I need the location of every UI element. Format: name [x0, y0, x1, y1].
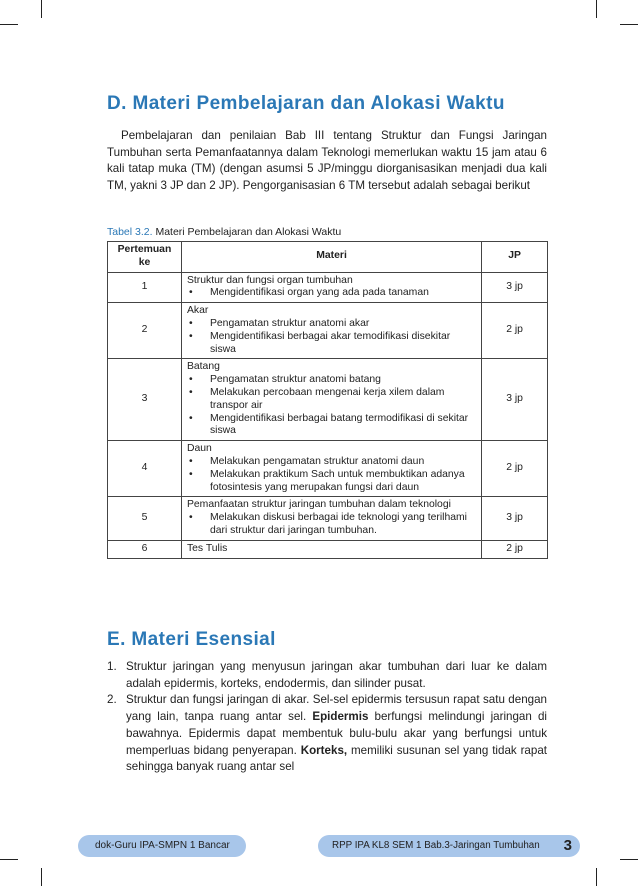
crop-mark: [620, 859, 638, 860]
pertemuan-cell: 4: [108, 441, 182, 497]
jp-cell: 3 jp: [482, 359, 548, 441]
table-row: [108, 272, 548, 303]
bullet-icon: •: [188, 455, 193, 467]
materi-title: Batang: [186, 361, 220, 373]
footer-document-title: RPP IPA KL8 SEM 1 Bab.3-Jaringan Tumbuhan: [332, 840, 540, 851]
materi-cell: [181, 303, 481, 359]
materi-bullet: [187, 287, 476, 300]
page-number: 3: [563, 837, 572, 854]
materi-bullet: [187, 318, 476, 331]
table-row: [108, 540, 548, 558]
bullet-text: Mengidentifikasi berbagai batang termodifikasi di sekitar siswa: [209, 412, 469, 437]
pertemuan-cell: 1: [108, 272, 182, 303]
crop-mark: [596, 0, 597, 18]
jp-cell: 3 jp: [482, 272, 548, 303]
jp-cell: 2 jp: [482, 540, 548, 558]
materi-bullet: [187, 512, 476, 538]
materi-title: Pemanfaatan struktur jaringan tumbuhan dalam teknologi: [186, 499, 451, 511]
header-pertemuan: Pertemuan ke: [108, 242, 182, 273]
list-item-text: Struktur dan fungsi jaringan di akar. Sel-sel epidermis tersusun rapat satu dengan yang lain, tanpa ruang antar sel. Epidermis berfungsi melindungi jaringan di bawahnya. Epidermis dapat membentuk bulu-bulu akar yang berfungsi untuk memperluas bidang penyerapan. Korteks, memiliki susunan sel yang tidak rapat sehingga banyak ruang antar sel: [126, 693, 547, 774]
list-item-text: Struktur jaringan yang menyusun jaringan akar tumbuhan dari luar ke dalam adalah epidermis, korteks, endodermis, dan silinder pusat.: [126, 660, 547, 690]
materi-bullet: [187, 387, 476, 413]
section-d-paragraph: Pembelajaran dan penilaian Bab III tentang Struktur dan Fungsi Jaringan Tumbuhan serta Pemanfaatannya dalam Teknologi memerlukan waktu 15 jam atau 6 kali tatap muka (TM) (dengan asumsi 5 JP/minggu diorganisasikan menjadi dua kali TM, yakni 3 JP dan 2 JP). Pengorganisasian 6 TM tersebut adalah sebagai berikut: [107, 129, 547, 193]
bullet-icon: •: [188, 374, 193, 386]
term-korteks: Korteks,: [300, 743, 348, 757]
table-caption: [107, 226, 341, 238]
list-item: [107, 659, 547, 692]
materi-cell: [181, 272, 481, 303]
pertemuan-cell: 2: [108, 303, 182, 359]
crop-mark: [41, 0, 42, 18]
bullet-text: Pengamatan struktur anatomi akar: [209, 317, 370, 329]
list-item: [107, 692, 547, 776]
table-row: [108, 441, 548, 497]
crop-mark: [596, 868, 597, 886]
term-epidermis: Epidermis: [312, 710, 369, 724]
bullet-icon: •: [188, 512, 193, 524]
pertemuan-cell: 3: [108, 359, 182, 441]
materi-title: Tes Tulis: [186, 542, 228, 554]
bullet-text: Mengidentifikasi berbagai akar temodifikasi disekitar siswa: [209, 330, 451, 355]
bullet-icon: •: [188, 287, 193, 299]
crop-mark: [620, 24, 638, 25]
table-row: [108, 359, 548, 441]
materi-bullet: [187, 456, 476, 469]
section-d-heading: D. Materi Pembelajaran dan Alokasi Waktu: [107, 93, 505, 114]
materi-bullet: [187, 469, 476, 495]
header-jp: JP: [482, 242, 548, 273]
bullet-icon: •: [188, 330, 193, 342]
table-caption-label: Tabel 3.2.: [107, 226, 153, 238]
table-header-row: [108, 242, 548, 273]
jp-cell: 2 jp: [482, 303, 548, 359]
bullet-text: Melakukan diskusi berbagai ide teknologi yang terilhami dari struktur dari jaringan tumbuhan.: [209, 512, 467, 536]
bullet-text: Melakukan praktikum Sach untuk membuktikan adanya fotosintesis yang merupakan fungsi dari daun: [209, 468, 465, 493]
materi-bullet: [187, 331, 476, 357]
bullet-icon: •: [188, 468, 193, 480]
pertemuan-cell: 5: [108, 497, 182, 540]
crop-mark: [0, 859, 18, 860]
list-item-number: 2.: [107, 693, 117, 707]
materi-bullet: [187, 374, 476, 387]
materi-table: [107, 241, 548, 559]
crop-mark: [41, 868, 42, 886]
esensial-list: [107, 659, 547, 776]
list-item-number: 1.: [107, 660, 117, 673]
pertemuan-cell: 6: [108, 540, 182, 558]
bullet-text: Melakukan percobaan mengenai kerja xilem dalam transpor air: [209, 386, 445, 411]
header-materi: Materi: [181, 242, 481, 273]
materi-cell: [181, 359, 481, 441]
materi-cell: [181, 441, 481, 497]
bullet-text: Mengidentifikasi organ yang ada pada tanaman: [209, 287, 429, 299]
materi-title: Akar: [186, 305, 209, 317]
materi-bullet: [187, 413, 476, 439]
footer-right-label: [318, 835, 580, 857]
jp-cell: 2 jp: [482, 441, 548, 497]
materi-title: Struktur dan fungsi organ tumbuhan: [186, 274, 353, 286]
bullet-icon: •: [188, 386, 193, 398]
table-row: [108, 497, 548, 540]
table-row: [108, 303, 548, 359]
table-caption-text: Materi Pembelajaran dan Alokasi Waktu: [155, 226, 342, 238]
materi-cell: [181, 540, 481, 558]
bullet-icon: •: [188, 317, 193, 329]
section-e-heading: E. Materi Esensial: [107, 629, 276, 650]
bullet-icon: •: [188, 412, 193, 424]
bullet-text: Pengamatan struktur anatomi batang: [209, 374, 381, 386]
bullet-text: Melakukan pengamatan struktur anatomi daun: [209, 455, 425, 467]
jp-cell: 3 jp: [482, 497, 548, 540]
crop-mark: [0, 24, 18, 25]
materi-title: Daun: [186, 443, 212, 455]
footer-left-label: dok-Guru IPA-SMPN 1 Bancar: [78, 835, 246, 857]
materi-cell: [181, 497, 481, 540]
